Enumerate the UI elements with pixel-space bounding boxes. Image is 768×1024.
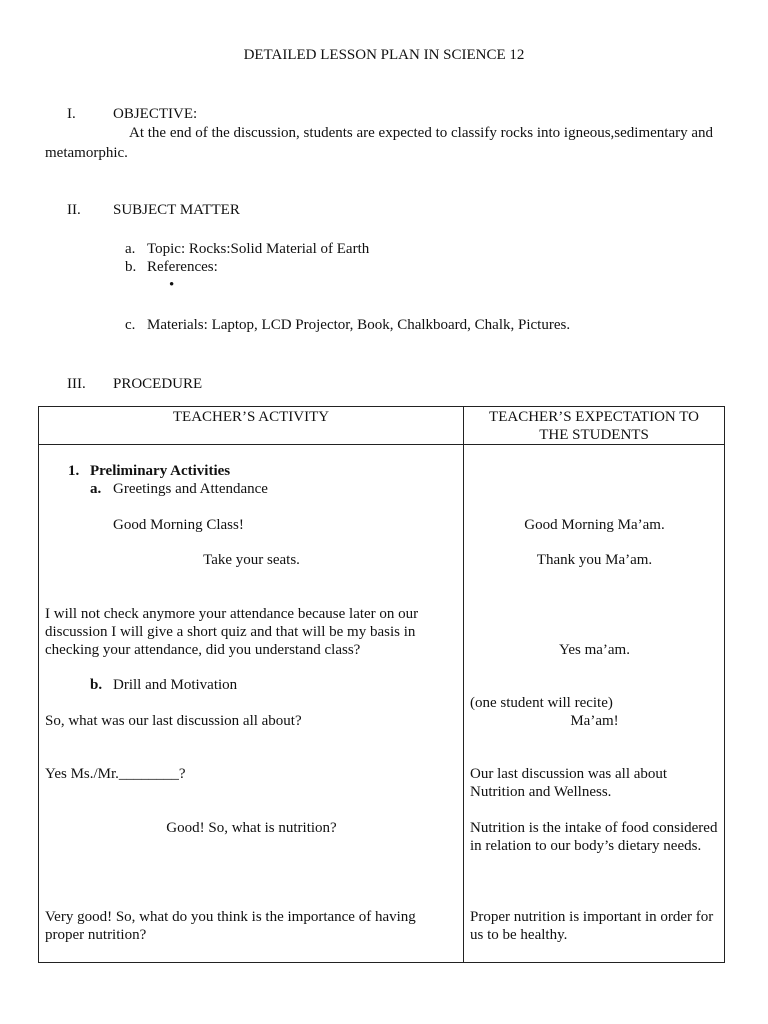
sub-b-marker: b. — [90, 677, 103, 693]
materials-text: Materials: Laptop, LCD Projector, Book, Chalkboard, Chalk, Pictures. — [147, 317, 571, 333]
teacher-activity-cell — [39, 445, 464, 963]
references-bullet: • — [169, 277, 175, 293]
references-marker: b. — [125, 259, 137, 275]
teacher-activity-header: TEACHER’S ACTIVITY — [39, 407, 464, 445]
student-importance-answer: Proper nutrition is important in order for us to be healthy. — [470, 909, 714, 943]
student-maam: Ma’am! — [570, 713, 619, 729]
teacher-nutrition-question: Good! So, what is nutrition? — [166, 820, 337, 836]
document-title: DETAILED LESSON PLAN IN SCIENCE 12 — [243, 47, 525, 63]
student-nutrition-answer: Nutrition is the intake of food considered in relation to our body’s dietary needs. — [470, 820, 718, 854]
topic-marker: a. — [125, 241, 136, 257]
subject-matter-numeral: II. — [67, 202, 81, 218]
teacher-seats: Take your seats. — [203, 552, 300, 568]
table-body-row — [39, 445, 725, 963]
student-last-discussion-answer: Our last discussion was all about Nutrition and Wellness. — [470, 766, 668, 800]
objective-text-line2: metamorphic. — [45, 145, 128, 161]
subject-matter-heading: SUBJECT MATTER — [113, 202, 240, 218]
student-recite-note: (one student will recite) — [470, 695, 613, 711]
student-expectation-header — [464, 407, 725, 445]
teacher-importance-question: Very good! So, what do you think is the importance of having proper nutrition? — [45, 909, 416, 943]
materials-marker: c. — [125, 317, 136, 333]
sub-b-title: Drill and Motivation — [113, 677, 238, 693]
objective-numeral: I. — [67, 106, 76, 122]
section-title: Preliminary Activities — [90, 463, 231, 479]
procedure-table — [38, 406, 725, 963]
teacher-greeting: Good Morning Class! — [113, 517, 244, 533]
sub-a-marker: a. — [90, 481, 102, 497]
procedure-numeral: III. — [67, 376, 86, 392]
topic-text: Topic: Rocks:Solid Material of Earth — [147, 241, 370, 257]
references-text: References: — [147, 259, 218, 275]
teacher-last-discussion-question: So, what was our last discussion all about? — [45, 713, 302, 729]
objective-text-line1: At the end of the discussion, students are expected to classify rocks into igneous,sedimentary and — [129, 125, 714, 141]
teacher-attendance: I will not check anymore your attendance because later on our discussion I will give a short quiz and that will be my basis in checking your attendance, did you understand class? — [45, 606, 419, 658]
teacher-yes-mr: Yes Ms./Mr.________? — [45, 766, 186, 782]
student-greeting-reply: Good Morning Ma’am. — [524, 517, 665, 533]
student-expectation-header-text: TEACHER’S EXPECTATION TO THE STUDENTS — [489, 409, 699, 443]
student-yes: Yes ma’am. — [559, 642, 630, 658]
objective-heading: OBJECTIVE: — [113, 106, 198, 122]
procedure-heading: PROCEDURE — [113, 376, 203, 392]
section-number: 1. — [68, 463, 80, 479]
student-thanks: Thank you Ma’am. — [536, 552, 653, 568]
sub-a-title: Greetings and Attendance — [113, 481, 268, 497]
student-expectation-cell — [464, 445, 725, 963]
table-header-row — [39, 407, 725, 445]
